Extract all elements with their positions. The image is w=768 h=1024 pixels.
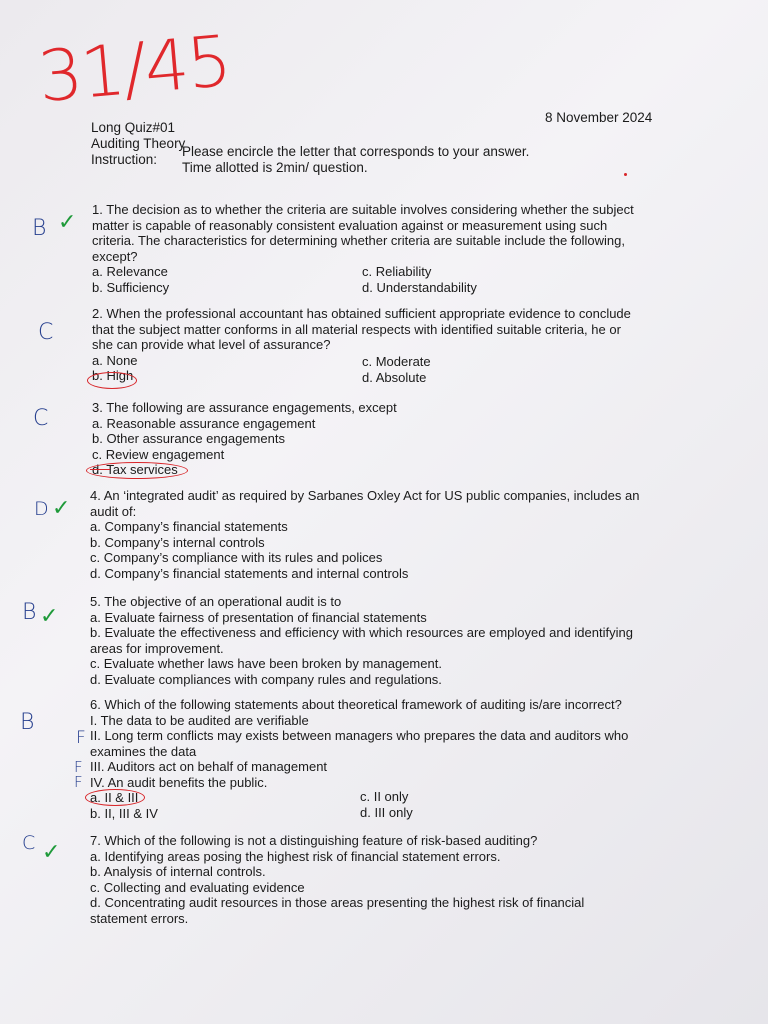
q5-option-c: c. Evaluate whether laws have been broken by management. — [90, 656, 442, 671]
q7-stem: 7. Which of the following is not a distinguishing feature of risk-based auditing? — [90, 833, 538, 848]
answer-mark-q4: D — [34, 498, 49, 520]
q7-option-b: b. Analysis of internal controls. — [90, 864, 266, 879]
q2-stem-line: that the subject matter conforms in all material respects with identified suitable criteria, he or — [92, 321, 621, 337]
q4-option-a: a. Company’s financial statements — [90, 519, 288, 534]
q4-stem-line: audit of: — [90, 503, 137, 519]
quiz-title: Long Quiz#01 — [91, 120, 176, 135]
check-mark-q5: ✓ — [40, 604, 59, 629]
strike-mark-q3 — [90, 469, 110, 470]
answer-mark-q2: C — [38, 320, 54, 345]
question-6-col2 — [360, 789, 413, 820]
q7-option-c: c. Collecting and evaluating evidence — [90, 879, 305, 895]
q2-stem-line: she can provide what level of assurance? — [92, 337, 331, 352]
question-1-col2 — [362, 264, 477, 295]
instruction-line-2: Time allotted is 2min/ question. — [182, 160, 368, 175]
answer-mark-q3: C — [33, 406, 49, 431]
question-5 — [90, 594, 690, 687]
answer-circle-q6 — [85, 789, 145, 806]
instruction-text — [182, 144, 529, 176]
q7-option-d-cont: statement errors. — [90, 910, 189, 926]
q6-option-c: c. II only — [360, 789, 409, 804]
q4-option-b: b. Company’s internal controls — [90, 534, 265, 550]
q3-stem: 3. The following are assurance engagements, except — [92, 400, 397, 415]
q4-option-d: d. Company’s financial statements and internal controls — [90, 565, 409, 581]
q4-stem-line: 4. An ‘integrated audit’ as required by Sarbanes Oxley Act for US public companies, includes an — [90, 488, 640, 503]
q7-option-d: d. Concentrating audit resources in those areas presenting the highest risk of financial — [90, 895, 585, 910]
check-mark-q1: ✓ — [58, 210, 77, 235]
q1-option-b: b. Sufficiency — [92, 279, 170, 295]
q3-option-a: a. Reasonable assurance engagement — [92, 415, 316, 431]
answer-mark-q1: B — [32, 216, 47, 241]
f-mark-ii: F — [76, 728, 86, 748]
q1-stem-line: criteria. The characteristics for determining whether criteria are suitable include the following, — [92, 233, 626, 248]
red-ink-dot — [624, 173, 627, 176]
q2-option-d: d. Absolute — [362, 369, 427, 385]
q2-option-b: b. High — [92, 368, 134, 383]
q1-option-c: c. Reliability — [362, 264, 432, 279]
answer-mark-q6: B — [20, 710, 35, 735]
q7-option-a: a. Identifying areas posing the highest risk of financial statement errors. — [90, 848, 501, 864]
q2-option-a: a. None — [92, 352, 138, 368]
quiz-date: 8 November 2024 — [545, 110, 653, 125]
handwritten-score: 31/45 — [34, 19, 233, 119]
q4-option-c: c. Company’s compliance with its rules and polices — [90, 550, 383, 565]
q1-stem-line: 1. The decision as to whether the criteria are suitable involves considering whether the subject — [92, 202, 634, 217]
check-mark-q7: ✓ — [42, 840, 61, 865]
f-mark-iii: F — [74, 758, 83, 776]
q6-stem: 6. Which of the following statements about theoretical framework of auditing is/are incorrect? — [90, 697, 622, 712]
question-4 — [90, 488, 690, 581]
q5-option-b: b. Evaluate the effectiveness and efficiency with which resources are employed and identifying — [90, 625, 633, 640]
q3-option-c: c. Review engagement — [92, 446, 225, 462]
answer-mark-q5: B — [22, 600, 37, 625]
subject-title: Auditing Theory — [91, 136, 186, 151]
q3-option-d: d. Tax services — [92, 462, 178, 477]
q1-stem-line: except? — [92, 248, 138, 264]
answer-circle-q3 — [86, 462, 188, 479]
q6-statement-ii-cont: examines the data — [90, 743, 197, 759]
q2-stem-line: 2. When the professional accountant has obtained sufficient appropriate evidence to conclude — [92, 306, 631, 321]
quiz-header — [91, 120, 185, 168]
q6-statement-iv: IV. An audit benefits the public. — [90, 774, 268, 790]
instruction-label: Instruction: — [91, 152, 158, 167]
q5-option-b-cont: areas for improvement. — [90, 640, 224, 656]
instruction-line-1: Please encircle the letter that corresponds to your answer. — [182, 144, 530, 159]
q6-option-d: d. III only — [360, 804, 413, 820]
q1-stem-line: matter is capable of reasonably consistent evaluation against or measurement using such — [92, 217, 608, 233]
question-7 — [90, 833, 690, 926]
q6-statement-ii: II. Long term conflicts may exists between managers who prepares the data and auditors who — [90, 728, 629, 743]
q2-option-c: c. Moderate — [362, 354, 431, 369]
q1-option-d: d. Understandability — [362, 279, 477, 295]
q5-option-a: a. Evaluate fairness of presentation of financial statements — [90, 609, 427, 625]
q1-option-a: a. Relevance — [92, 264, 168, 279]
q5-stem: 5. The objective of an operational audit is to — [90, 594, 342, 609]
q5-option-d: d. Evaluate compliances with company rules and regulations. — [90, 671, 442, 687]
q6-option-a: a. II & III — [90, 790, 139, 805]
f-mark-iv: F — [74, 773, 83, 791]
answer-circle-q2 — [87, 372, 137, 389]
q3-option-b: b. Other assurance engagements — [92, 431, 285, 446]
q6-option-b: b. II, III & IV — [90, 805, 158, 821]
q6-statement-i: I. The data to be audited are verifiable — [90, 712, 309, 728]
q6-statement-iii: III. Auditors act on behalf of management — [90, 759, 328, 774]
check-mark-q4: ✓ — [52, 496, 71, 521]
question-2-col2 — [362, 354, 431, 385]
answer-mark-q7: C — [22, 832, 36, 854]
